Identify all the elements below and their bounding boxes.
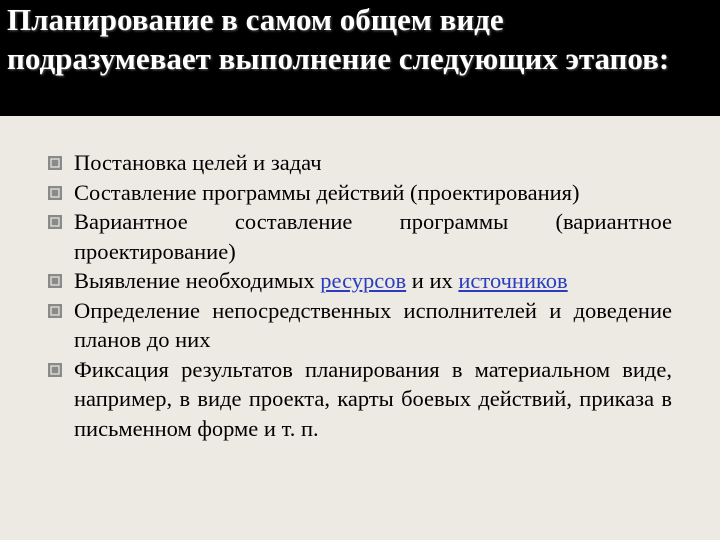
square-bullet-icon: [48, 156, 62, 170]
square-bullet-icon: [48, 274, 62, 288]
bullet-list: [48, 148, 672, 443]
bullet-item-1: [48, 148, 672, 178]
bullet-text: Постановка целей и задач: [74, 150, 322, 175]
bullet-text: Вариантное составление программы (вариантное проектирование): [74, 209, 672, 264]
resources-link[interactable]: ресурсов: [320, 268, 407, 293]
bullet-item-6: [48, 355, 672, 444]
bullet-text: Определение непосредственных исполнителей и доведение планов до них: [74, 297, 672, 352]
bullet-text: Составление программы действий (проектирования): [74, 179, 580, 205]
square-bullet-icon: [48, 186, 62, 200]
bullet-item-4: [48, 266, 672, 296]
title-bar: [0, 0, 720, 116]
bullet-text: Выявление необходимых: [74, 268, 321, 293]
sources-link[interactable]: источников: [458, 268, 568, 293]
bullet-item-3: [48, 207, 672, 266]
slide-title: Планирование в самом общем виде подразумевает выполнение следующих этапов:: [7, 2, 670, 76]
square-bullet-icon: [48, 304, 62, 318]
bullet-item-2: [48, 178, 672, 208]
bullet-item-5: [48, 296, 672, 355]
bullet-text: Фиксация результатов планирования в материальном виде, например, в виде проекта, карты боевых действий, приказа в письменном форме и т. п.: [74, 356, 672, 441]
bullet-text: и их: [406, 268, 459, 293]
square-bullet-icon: [48, 215, 62, 229]
square-bullet-icon: [48, 363, 62, 377]
